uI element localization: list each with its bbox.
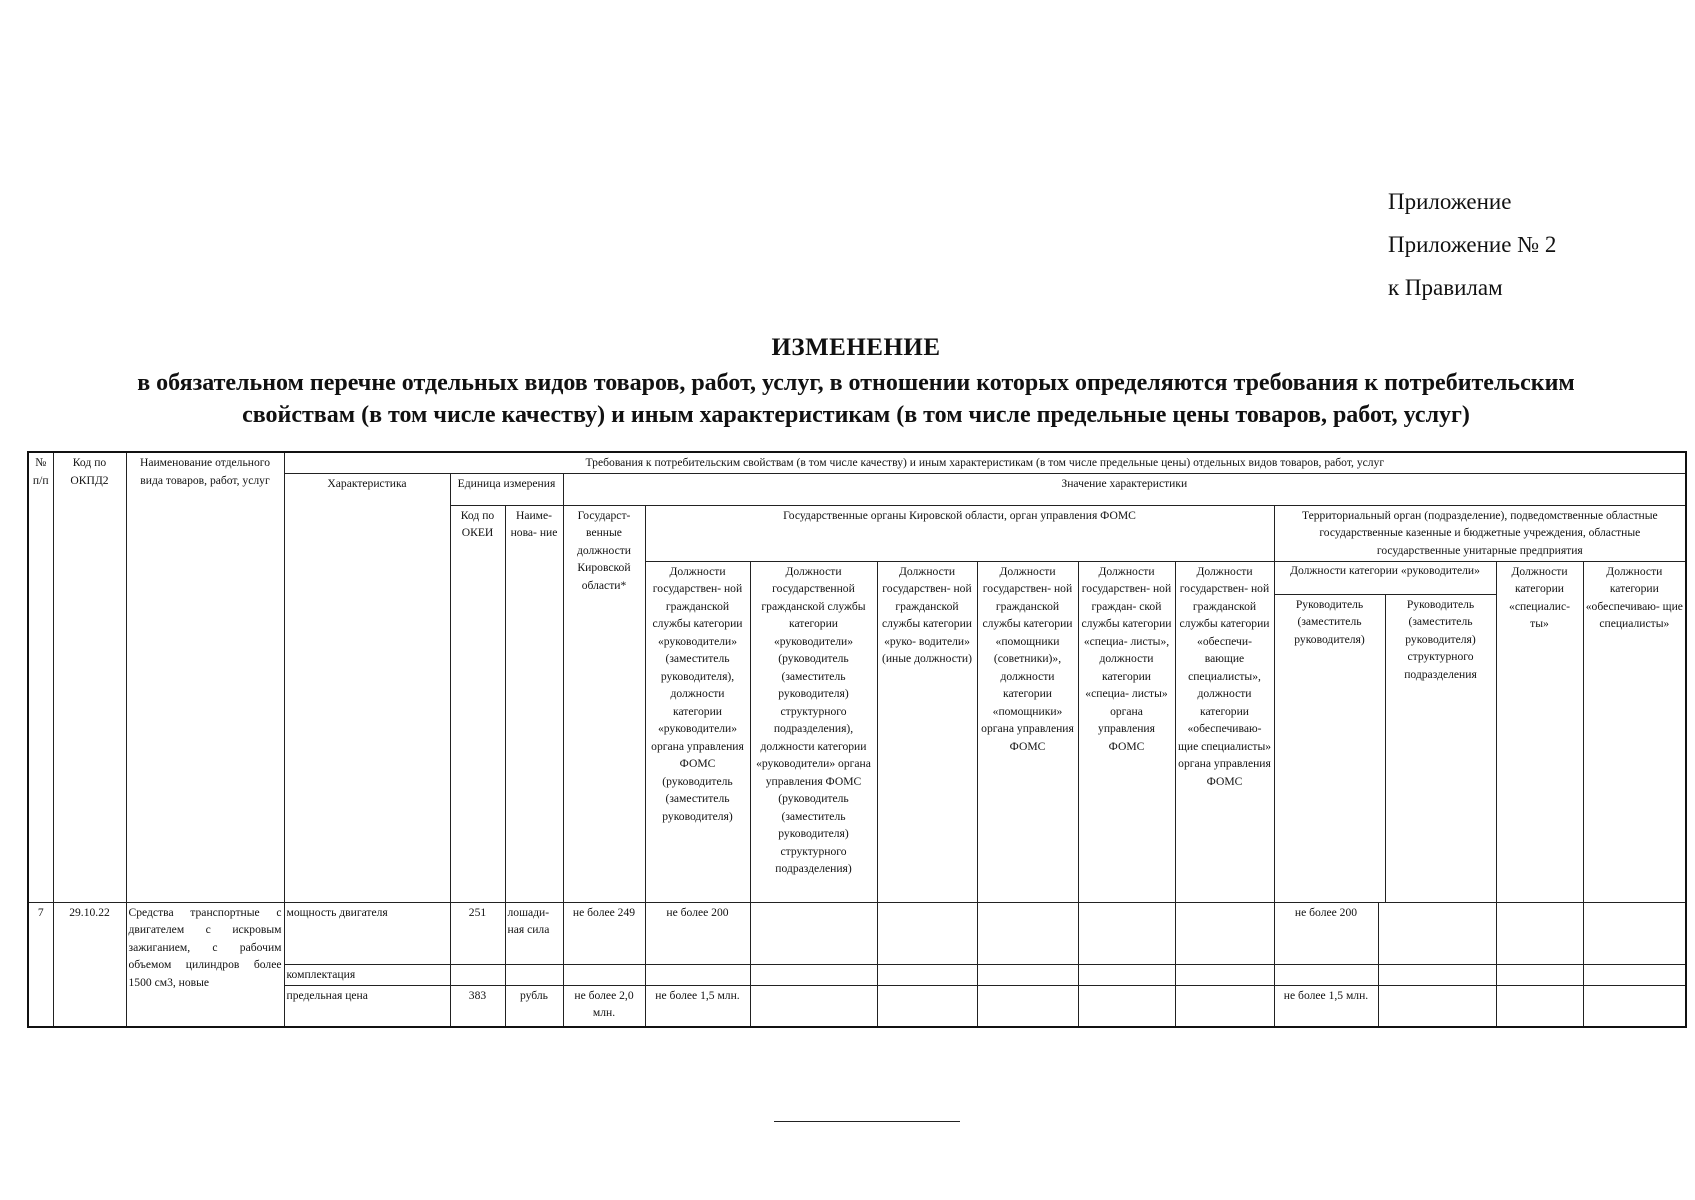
header-unit-name: Наиме- нова- ние (505, 505, 563, 902)
char-col-j-2 (1583, 964, 1686, 985)
subtitle-line-1: в обязательном перечне отдельных видов товаров, работ, услуг, в отношении которых определяются требования к потребительским (137, 370, 1575, 396)
header-characteristic: Характеристика (284, 473, 450, 902)
char-col-f-3 (1175, 985, 1274, 1027)
header-row-1 (28, 452, 1686, 473)
char-col-c-3 (877, 985, 977, 1027)
header-item-name: Наименование отдельного вида товаров, работ, услуг (126, 452, 284, 902)
char-col-h-1 (1378, 902, 1496, 964)
char-col-h-3 (1378, 985, 1496, 1027)
char-col-b-3 (750, 985, 877, 1027)
char-col-i-1 (1496, 902, 1583, 964)
char-col-e-2 (1078, 964, 1175, 985)
char-col-e-1 (1078, 902, 1175, 964)
header-okei: Код по ОКЕИ (450, 505, 505, 902)
appendix-block (1388, 180, 1556, 309)
header-requirements: Требования к потребительским свойствам (в том числе качеству) и иным характеристикам (в том числе предельные цены) отдельных видов товаров, работ, услуг (284, 452, 1686, 473)
closing-rule (774, 1121, 960, 1122)
header-unit: Единица измерения (450, 473, 563, 505)
header-col-c: Должности государствен- ной гражданской службы категории «руко- водители» (иные должности) (877, 561, 977, 902)
char-col-d-3 (977, 985, 1078, 1027)
header-col-b: Должности государственной гражданской службы категории «руководители» (руководитель (заместитель руководителя) структурного подразделения), должности категории «руководители» органа управления ФОМС (руководитель (заместитель руководителя) структурного подразделения) (750, 561, 877, 902)
char-col-e-3 (1078, 985, 1175, 1027)
char-state-2 (563, 964, 645, 985)
appendix-line-1: Приложение (1388, 189, 1512, 214)
char-col-a-1: не более 200 (645, 902, 750, 964)
char-col-g-1: не более 200 (1274, 902, 1378, 964)
char-okei-2 (450, 964, 505, 985)
table-row (28, 902, 1686, 964)
char-name-3: предельная цена (284, 985, 450, 1027)
header-col-g: Руководитель (заместитель руководителя) (1275, 595, 1386, 902)
document-subtitle (40, 367, 1672, 431)
char-col-g-3: не более 1,5 млн. (1274, 985, 1378, 1027)
char-col-b-2 (750, 964, 877, 985)
char-col-g-2 (1274, 964, 1378, 985)
char-col-a-3: не более 1,5 млн. (645, 985, 750, 1027)
char-col-d-2 (977, 964, 1078, 985)
header-territorial: Территориальный орган (подразделение), подведомственные областные государственные казенные и бюджетные учреждения, областные государственные унитарные предприятия (1274, 505, 1686, 561)
char-col-i-3 (1496, 985, 1583, 1027)
char-col-c-1 (877, 902, 977, 964)
header-col-h: Руководитель (заместитель руководителя) структурного подразделения (1404, 597, 1477, 681)
char-unit-1: лошади- ная сила (505, 902, 563, 964)
row-okpd: 29.10.22 (53, 902, 126, 1027)
document-title: ИЗМЕНЕНИЕ (771, 334, 941, 361)
char-okei-3: 383 (450, 985, 505, 1027)
appendix-line-3: к Правилам (1388, 275, 1503, 300)
requirements-table (27, 451, 1687, 1028)
char-name-1: мощность двигателя (284, 902, 450, 964)
row-item-name: Средства транспортные с двигателем с искровым зажиганием, с рабочим объемом цилиндров более 1500 см3, новые (126, 902, 284, 1027)
header-cat-leaders: Должности категории «руководители» (1275, 562, 1496, 595)
char-col-d-1 (977, 902, 1078, 964)
row-num: 7 (28, 902, 53, 1027)
char-unit-3: рубль (505, 985, 563, 1027)
header-okpd: Код по ОКПД2 (53, 452, 126, 902)
char-col-h-2 (1378, 964, 1496, 985)
char-state-3: не более 2,0 млн. (563, 985, 645, 1027)
header-col-e: Должности государствен- ной граждан- ской службы категории «специа- листы», должности категории «специа- листы» органа управления ФОМС (1078, 561, 1175, 902)
header-col-a: Должности государствен- ной гражданской службы категории «руководители» (заместитель руководителя), должности категории «руководители» органа управления ФОМС (руководитель (заместитель руководителя) (645, 561, 750, 902)
char-col-a-2 (645, 964, 750, 985)
header-col-d: Должности государствен- ной гражданской службы категории «помощники (советники)», должности категории «помощники» органа управления ФОМС (977, 561, 1078, 902)
char-col-f-2 (1175, 964, 1274, 985)
subtitle-line-2: свойствам (в том числе качеству) и иным характеристикам (в том числе предельные цены товаров, работ, услуг) (242, 402, 1470, 428)
char-col-j-1 (1583, 902, 1686, 964)
header-col-f: Должности государствен- ной гражданской службы категории «обеспечи- вающие специалисты», должности категории «обеспечиваю- щие специалисты» органа управления ФОМС (1175, 561, 1274, 902)
char-col-c-2 (877, 964, 977, 985)
char-state-1: не более 249 (563, 902, 645, 964)
char-col-j-3 (1583, 985, 1686, 1027)
char-col-b-1 (750, 902, 877, 964)
char-name-2: комплектация (284, 964, 450, 985)
char-col-f-1 (1175, 902, 1274, 964)
header-col-i: Должности категории «специалис- ты» (1496, 561, 1583, 902)
header-value: Значение характеристики (563, 473, 1686, 505)
header-state-positions: Государст- венные должности Кировской области* (563, 505, 645, 902)
appendix-line-2: Приложение № 2 (1388, 232, 1557, 257)
char-col-i-2 (1496, 964, 1583, 985)
header-state-bodies: Государственные органы Кировской области, орган управления ФОМС (645, 505, 1274, 561)
char-unit-2 (505, 964, 563, 985)
header-cat-leaders-group (1274, 561, 1496, 902)
header-num: № п/п (28, 452, 53, 902)
char-okei-1: 251 (450, 902, 505, 964)
header-col-j: Должности категории «обеспечиваю- щие специалисты» (1583, 561, 1686, 902)
